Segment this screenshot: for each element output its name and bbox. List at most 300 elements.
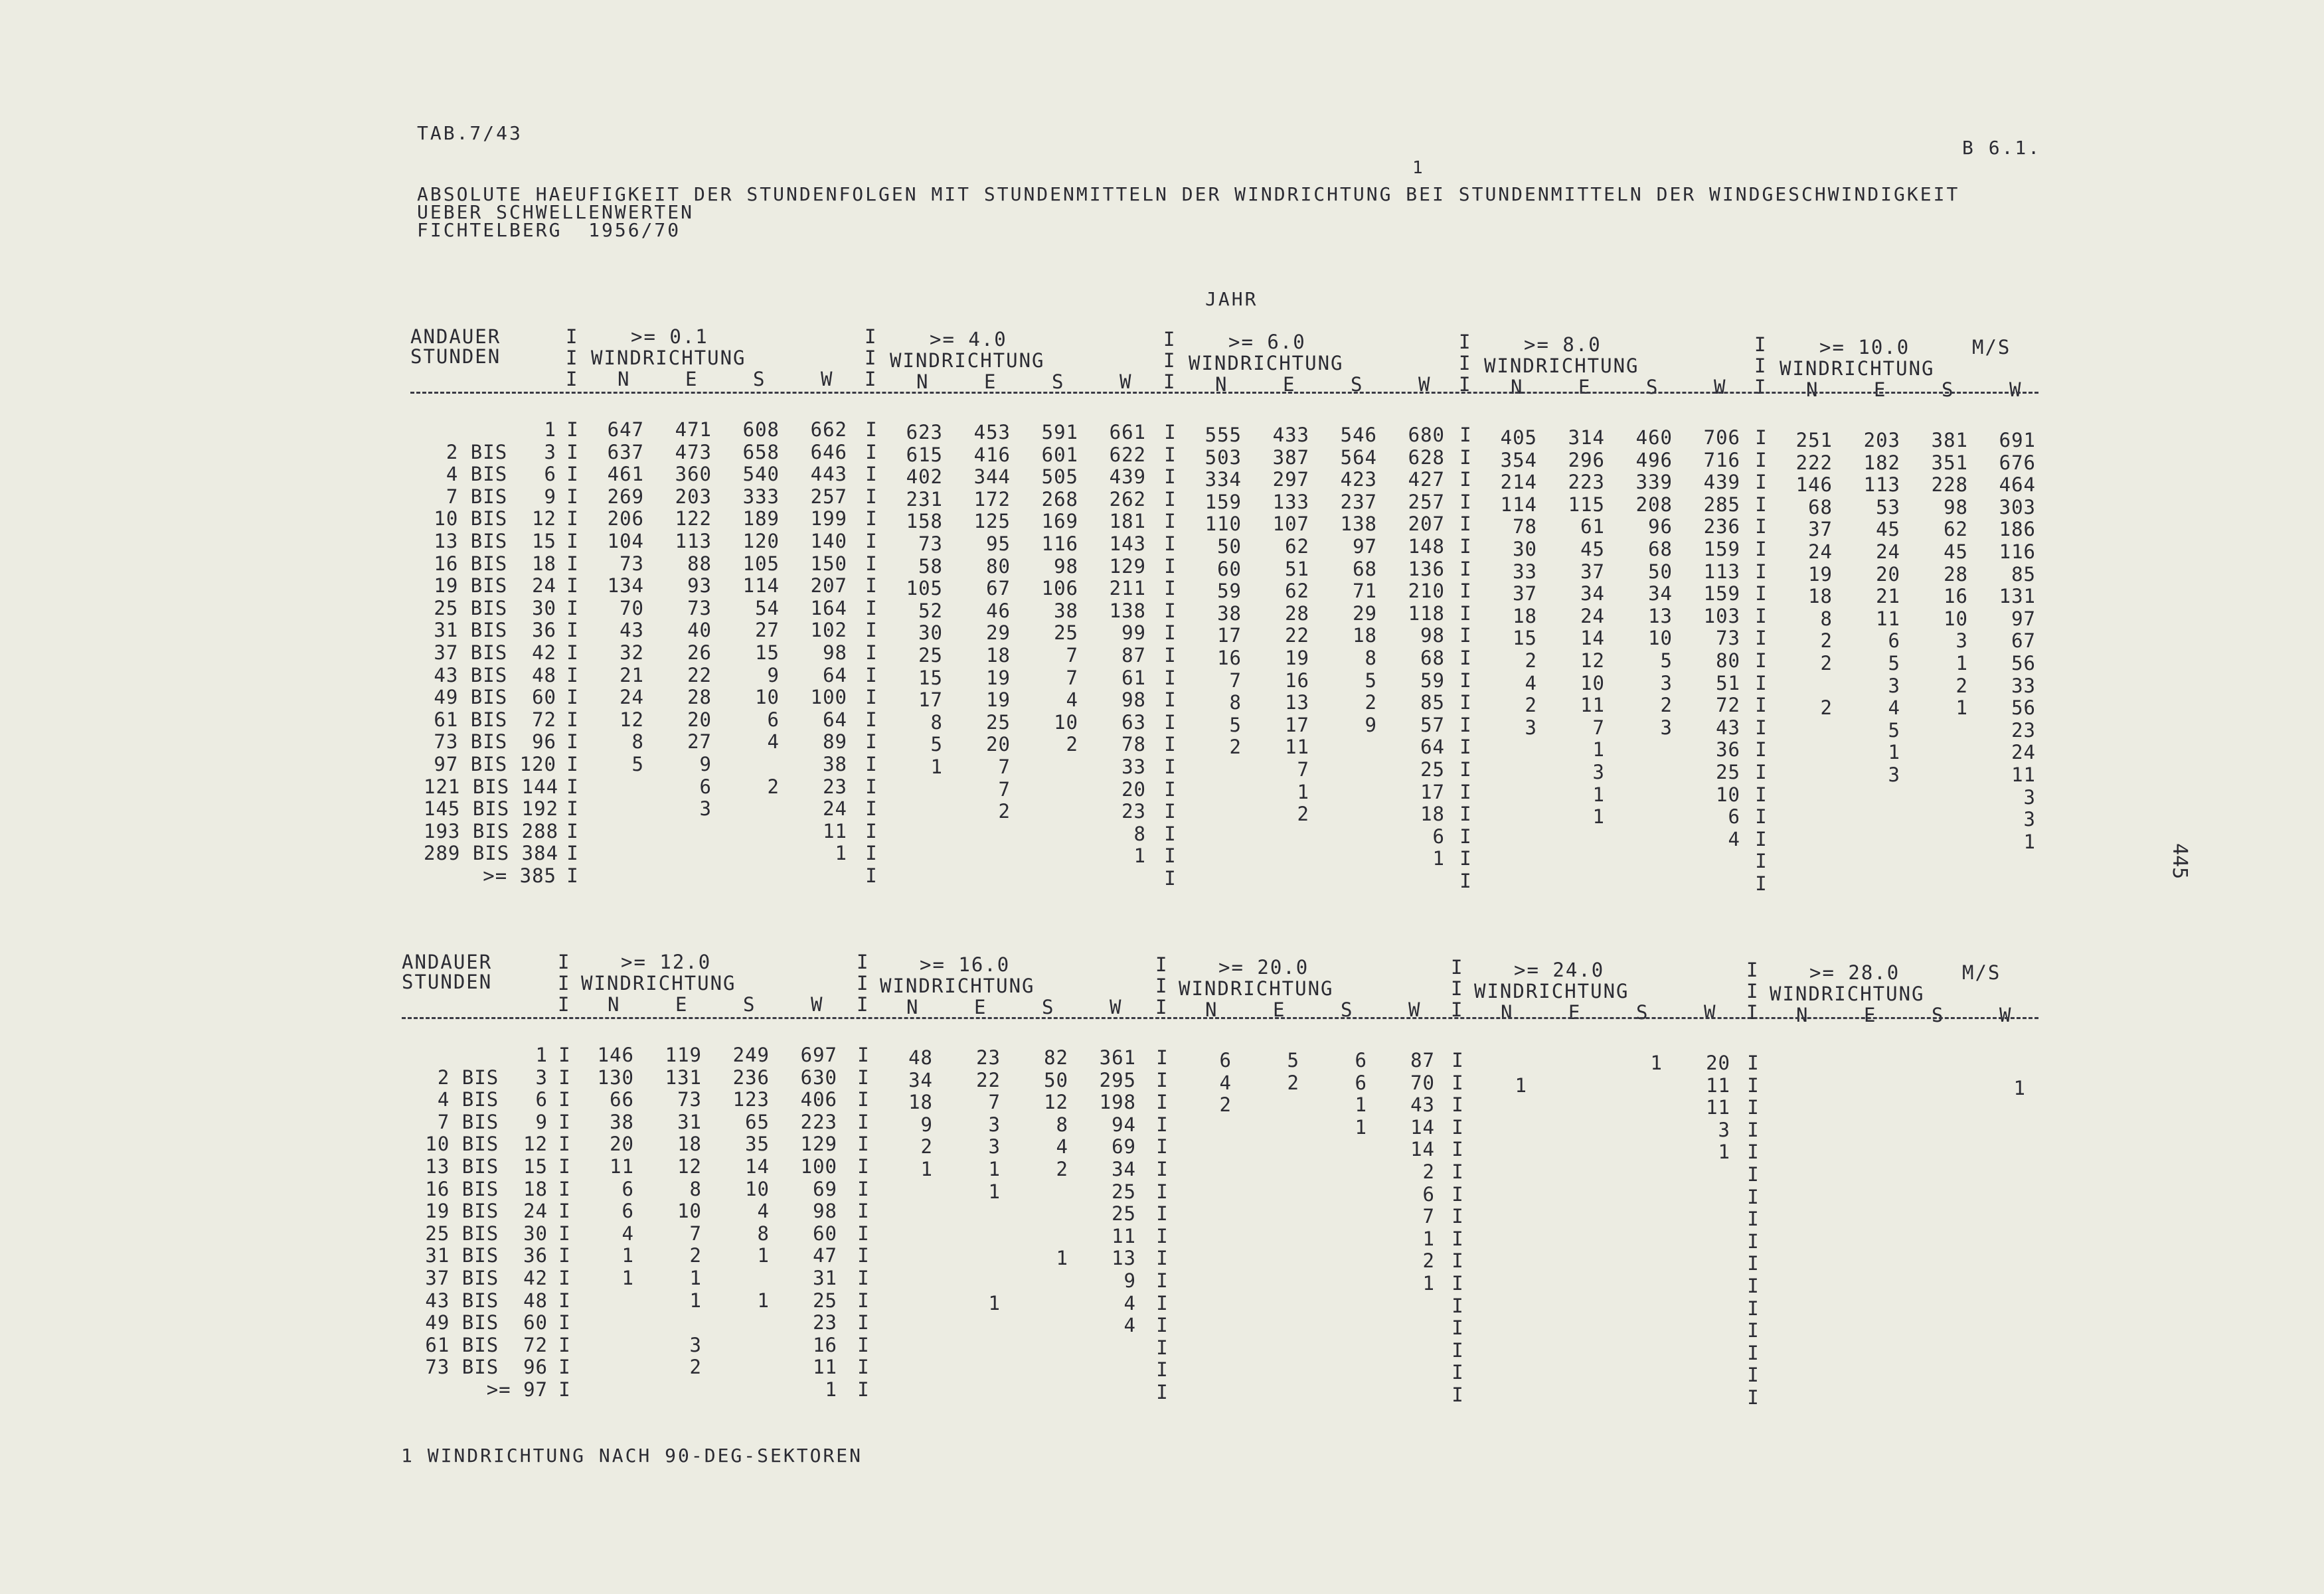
section-code: B 6.1. — [1962, 137, 2042, 159]
column-separator: I — [1755, 560, 1767, 583]
column-separator: I — [566, 864, 578, 887]
table-cell: 159 — [1703, 538, 1740, 560]
direction-label-w: W — [1999, 1004, 2013, 1026]
column-separator: I — [865, 596, 877, 619]
table-cell: 11 — [1112, 1224, 1136, 1247]
table-cell: 114 — [742, 574, 780, 598]
direction-label-e: E — [1864, 1004, 1877, 1026]
table-cell: 7 — [1229, 669, 1242, 692]
duration-label: 7 BIS 9 — [446, 485, 556, 508]
column-separator: I — [558, 1222, 570, 1245]
table-cell: 72 — [1716, 694, 1740, 717]
duration-label: 61 BIS 72 — [425, 1333, 548, 1356]
table-cell: 2 — [1219, 1093, 1232, 1117]
column-separator: I — [1754, 333, 1766, 356]
table-cell: 23 — [1121, 800, 1146, 823]
table-cell: 67 — [2011, 629, 2036, 653]
column-separator: I — [1452, 1093, 1463, 1117]
table-cell: 70 — [620, 596, 644, 619]
table-cell: 3 — [1888, 763, 1900, 786]
table-cell: 9 — [1365, 713, 1377, 736]
column-separator: I — [1164, 777, 1176, 801]
table-cell: 16 — [813, 1333, 837, 1356]
table-cell: 85 — [2011, 562, 2036, 586]
wind-direction-header: WINDRICHTUNG — [1474, 980, 1629, 1002]
table-cell: 3 — [1660, 671, 1673, 694]
duration-label: 25 BIS 30 — [434, 596, 556, 619]
column-separator: I — [1747, 1386, 1759, 1409]
table-cell: 27 — [755, 619, 780, 642]
table-cell: 10 — [1648, 627, 1673, 650]
column-separator: I — [1163, 349, 1175, 372]
table-cell: 94 — [1112, 1113, 1136, 1136]
table-cell: 45 — [1876, 518, 1900, 541]
table-cell: 12 — [1580, 649, 1605, 672]
table-cell: 30 — [918, 621, 943, 645]
table-cell: 6 — [1728, 805, 1740, 829]
duration-label: 121 BIS 144 — [424, 775, 559, 798]
table-cell: 22 — [1285, 624, 1309, 647]
threshold-header: >= 12.0 — [621, 951, 712, 973]
duration-label: 37 BIS 42 — [425, 1267, 548, 1289]
table-cell: 1 — [757, 1244, 770, 1267]
table-cell: 18 — [1808, 585, 1833, 608]
column-separator: I — [566, 440, 578, 463]
table-cell: 68 — [1420, 647, 1445, 669]
column-separator: I — [566, 753, 578, 775]
table-cell: 23 — [976, 1046, 1001, 1069]
table-cell: 439 — [1703, 471, 1740, 494]
table-cell: 402 — [906, 465, 943, 489]
column-separator: I — [1459, 513, 1471, 536]
column-separator: I — [1164, 800, 1176, 823]
column-separator: I — [1164, 666, 1176, 689]
column-separator: I — [1755, 850, 1767, 873]
table-cell: 34 — [908, 1068, 933, 1091]
duration-label: 31 BIS 36 — [434, 619, 556, 642]
table-cell: 107 — [1272, 513, 1309, 536]
table-cell: 146 — [597, 1044, 634, 1066]
table-cell: 223 — [1568, 471, 1605, 494]
table-cell: 37 — [1808, 518, 1833, 541]
table-cell: 1 — [988, 1180, 1001, 1203]
table-cell: 691 — [1999, 429, 2036, 451]
table-cell: 3 — [988, 1135, 1001, 1158]
table-cell: 5 — [1888, 652, 1900, 675]
duration-header-2: STUNDEN — [410, 345, 501, 368]
wind-direction-header: WINDRICHTUNG — [1770, 983, 1925, 1005]
table-cell: 131 — [665, 1066, 702, 1089]
table-cell: 7 — [1592, 716, 1605, 739]
table-cell: 24 — [1808, 540, 1833, 563]
column-separator: I — [566, 797, 578, 821]
column-separator: I — [857, 1066, 869, 1089]
table-cell: 471 — [675, 418, 712, 441]
table-cell: 555 — [1204, 424, 1242, 446]
duration-label: 10 BIS 12 — [434, 507, 556, 530]
threshold-header: >= 4.0 — [930, 328, 1007, 351]
column-separator: I — [1459, 445, 1471, 469]
column-separator: I — [865, 775, 877, 798]
column-separator: I — [857, 993, 869, 1016]
column-separator: I — [865, 753, 877, 775]
table-cell: 2 — [1955, 674, 1968, 697]
table-cell: 1 — [622, 1244, 634, 1267]
table-cell: 4 — [1056, 1135, 1068, 1158]
table-cell: 3 — [1660, 716, 1673, 739]
table-cell: 35 — [745, 1133, 770, 1156]
table-cell: 334 — [1204, 468, 1242, 491]
table-cell: 67 — [986, 577, 1011, 600]
column-separator: I — [857, 1356, 869, 1379]
column-separator: I — [857, 951, 869, 973]
table-cell: 19 — [1285, 647, 1309, 669]
table-cell: 439 — [1109, 465, 1146, 489]
direction-label-n: N — [916, 370, 930, 393]
column-separator: I — [865, 619, 877, 642]
column-separator: I — [1755, 538, 1767, 560]
table-cell: 45 — [1580, 538, 1605, 560]
column-separator: I — [1164, 867, 1176, 890]
table-cell: 37 — [1580, 560, 1605, 583]
column-separator: I — [566, 574, 578, 598]
column-separator: I — [558, 1333, 570, 1356]
table-cell: 416 — [973, 443, 1011, 466]
column-separator: I — [1156, 1381, 1168, 1403]
table-cell: 5 — [1287, 1049, 1299, 1072]
duration-label: 10 BIS 12 — [425, 1133, 548, 1156]
table-cell: 18 — [1353, 624, 1377, 647]
table-cell: 427 — [1408, 468, 1445, 491]
table-cell: 87 — [1121, 644, 1146, 667]
table-cell: 2 — [1525, 649, 1537, 672]
column-separator: I — [566, 708, 578, 731]
table-cell: 628 — [1408, 445, 1445, 469]
column-separator: I — [865, 530, 877, 552]
table-cell: 33 — [2011, 674, 2036, 697]
direction-label-s: S — [1052, 370, 1065, 393]
table-cell: 11 — [1580, 694, 1605, 717]
threshold-header: >= 24.0 — [1514, 959, 1605, 981]
column-separator: I — [566, 325, 578, 348]
table-cell: 13 — [1285, 691, 1309, 714]
table-cell: 473 — [675, 440, 712, 463]
column-separator: I — [1164, 733, 1176, 756]
duration-label: 2 BIS 3 — [437, 1066, 548, 1089]
duration-label: 193 BIS 288 — [424, 819, 559, 842]
column-separator: I — [1459, 758, 1471, 781]
table-cell: 133 — [1272, 490, 1309, 513]
table-cell: 1 — [622, 1267, 634, 1289]
table-cell: 24 — [1580, 604, 1605, 627]
table-cell: 68 — [1353, 557, 1377, 580]
table-cell: 93 — [687, 574, 712, 598]
column-separator: I — [1459, 424, 1471, 446]
table-cell: 88 — [687, 552, 712, 575]
table-cell: 56 — [2011, 696, 2036, 720]
table-cell: 203 — [675, 485, 712, 508]
table-cell: 3 — [2023, 808, 2036, 831]
column-separator: I — [566, 530, 578, 552]
table-cell: 1 — [988, 1291, 1001, 1315]
column-separator: I — [1755, 738, 1767, 761]
column-separator: I — [1452, 1182, 1463, 1206]
table-cell: 1 — [1422, 1272, 1435, 1295]
table-cell: 339 — [1635, 471, 1673, 494]
table-cell: 4 — [1123, 1291, 1136, 1315]
wind-direction-header: WINDRICHTUNG — [581, 972, 736, 995]
table-cell: 351 — [1931, 451, 1968, 474]
table-cell: 159 — [1703, 582, 1740, 605]
duration-label: 16 BIS 18 — [434, 552, 556, 575]
table-cell: 21 — [1876, 585, 1900, 608]
column-separator: I — [566, 463, 578, 486]
table-cell: 58 — [918, 554, 943, 578]
column-separator: I — [1755, 426, 1767, 449]
table-cell: 5 — [1229, 713, 1242, 736]
table-cell: 14 — [1410, 1138, 1435, 1161]
table-cell: 18 — [1513, 604, 1537, 627]
column-separator: I — [558, 1155, 570, 1178]
table-cell: 1 — [1592, 805, 1605, 829]
table-cell: 129 — [1109, 554, 1146, 578]
column-separator: I — [865, 864, 877, 887]
table-cell: 38 — [1217, 601, 1242, 625]
column-separator: I — [1747, 1319, 1759, 1342]
table-cell: 110 — [1204, 513, 1242, 536]
column-separator: I — [1747, 1052, 1759, 1074]
table-cell: 186 — [1999, 518, 2036, 541]
table-cell: 43 — [1716, 716, 1740, 739]
table-cell: 29 — [986, 621, 1011, 645]
table-cell: 249 — [732, 1044, 770, 1066]
table-cell: 60 — [1217, 557, 1242, 580]
table-cell: 4 — [1728, 827, 1740, 850]
direction-label-s: S — [1646, 376, 1659, 398]
column-separator: I — [1755, 827, 1767, 850]
column-separator: I — [1747, 1230, 1759, 1253]
direction-label-s: S — [1351, 373, 1364, 396]
table-cell: 59 — [1217, 580, 1242, 603]
table-cell: 50 — [1217, 535, 1242, 558]
duration-label: 37 BIS 42 — [434, 641, 556, 664]
table-cell: 381 — [1931, 429, 1968, 451]
table-cell: 231 — [906, 487, 943, 511]
table-cell: 354 — [1500, 448, 1537, 471]
column-separator: I — [1156, 1046, 1168, 1069]
table-cell: 2 — [689, 1356, 702, 1379]
column-separator: I — [558, 972, 570, 995]
footnote: 1 WINDRICHTUNG NACH 90-DEG-SEKTOREN — [401, 1445, 863, 1467]
table-cell: 8 — [1365, 647, 1377, 669]
table-cell: 10 — [1054, 710, 1078, 734]
page-number: 445 — [2168, 843, 2191, 880]
table-cell: 6 — [767, 708, 780, 731]
table-cell: 28 — [687, 686, 712, 709]
table-cell: 45 — [1944, 540, 1968, 563]
table-cell: 10 — [1944, 607, 1968, 630]
table-cell: 24 — [1876, 540, 1900, 563]
table-cell: 658 — [742, 440, 780, 463]
table-cell: 5 — [1365, 669, 1377, 692]
duration-label: 16 BIS 18 — [425, 1177, 548, 1200]
table-cell: 7 — [988, 1091, 1001, 1114]
column-separator: I — [1452, 1205, 1463, 1228]
table-cell: 251 — [1795, 429, 1833, 451]
direction-label-e: E — [685, 368, 699, 390]
column-separator: I — [1459, 780, 1471, 803]
direction-label-w: W — [2009, 378, 2023, 401]
column-separator: I — [1747, 1118, 1759, 1141]
column-separator: I — [566, 418, 578, 441]
table-cell: 661 — [1109, 421, 1146, 443]
table-cell: 40 — [687, 619, 712, 642]
table-cell: 25 — [813, 1289, 837, 1312]
table-cell: 14 — [1410, 1115, 1435, 1139]
table-cell: 9 — [920, 1113, 933, 1136]
column-separator: I — [558, 1088, 570, 1111]
table-cell: 27 — [687, 730, 712, 754]
table-cell: 105 — [906, 577, 943, 600]
table-cell: 14 — [745, 1155, 770, 1178]
column-separator: I — [1459, 669, 1471, 692]
table-cell: 2 — [1056, 1158, 1068, 1180]
column-separator: I — [865, 686, 877, 709]
column-separator: I — [566, 485, 578, 508]
table-cell: 62 — [1944, 518, 1968, 541]
column-separator: I — [865, 842, 877, 865]
table-cell: 387 — [1272, 445, 1309, 469]
column-separator: I — [857, 1244, 869, 1267]
column-separator: I — [1747, 1185, 1759, 1208]
column-separator: I — [1754, 376, 1766, 398]
table-cell: 33 — [1513, 560, 1537, 583]
table-cell: 2 — [1820, 652, 1833, 675]
column-separator: I — [857, 1088, 869, 1111]
direction-label-w: W — [1408, 998, 1422, 1021]
column-separator: I — [1459, 647, 1471, 669]
column-separator: I — [566, 842, 578, 865]
table-cell: 676 — [1999, 451, 2036, 474]
table-cell: 4 — [1525, 671, 1537, 694]
table-cell: 114 — [1500, 493, 1537, 516]
table-cell: 1 — [2023, 830, 2036, 853]
table-cell: 113 — [1863, 473, 1900, 497]
table-cell: 11 — [813, 1356, 837, 1379]
table-cell: 206 — [607, 507, 644, 530]
table-cell: 31 — [813, 1267, 837, 1289]
threshold-header: >= 10.0 — [1819, 336, 1910, 359]
table-cell: 303 — [1999, 495, 2036, 518]
table-cell: 361 — [1099, 1046, 1136, 1069]
table-cell: 285 — [1703, 493, 1740, 516]
table-cell: 13 — [1648, 604, 1673, 627]
table-cell: 1 — [1355, 1115, 1367, 1139]
direction-label-n: N — [1215, 373, 1228, 396]
table-cell: 158 — [906, 510, 943, 533]
column-separator: I — [1459, 557, 1471, 580]
table-cell: 73 — [918, 532, 943, 555]
column-separator: I — [558, 1133, 570, 1156]
table-cell: 73 — [620, 552, 644, 575]
table-cell: 25 — [1054, 621, 1078, 645]
column-separator: I — [1452, 1049, 1463, 1072]
column-separator: I — [1451, 998, 1463, 1021]
table-cell: 1 — [1422, 1227, 1435, 1250]
table-cell: 46 — [986, 599, 1011, 622]
table-cell: 3 — [2023, 785, 2036, 809]
table-cell: 54 — [755, 596, 780, 619]
duration-label: 289 BIS 384 — [424, 842, 559, 865]
direction-label-s: S — [1636, 1001, 1649, 1024]
column-separator: I — [1156, 1068, 1168, 1091]
table-cell: 7 — [1422, 1205, 1435, 1228]
direction-label-s: S — [1932, 1004, 1945, 1026]
table-cell: 119 — [665, 1044, 702, 1066]
column-separator: I — [1755, 716, 1767, 739]
column-separator: I — [1755, 649, 1767, 672]
column-separator: I — [1459, 736, 1471, 759]
table-cell: 443 — [810, 463, 847, 486]
table-cell: 20 — [1876, 562, 1900, 586]
table-cell: 12 — [677, 1155, 702, 1178]
column-separator: I — [558, 1289, 570, 1312]
table-cell: 64 — [823, 663, 847, 686]
table-cell: 24 — [620, 686, 644, 709]
column-separator: I — [857, 1044, 869, 1066]
table-cell: 7 — [689, 1222, 702, 1245]
table-cell: 406 — [800, 1088, 837, 1111]
table-cell: 80 — [1716, 649, 1740, 672]
table-cell: 28 — [1285, 601, 1309, 625]
column-separator: I — [857, 1222, 869, 1245]
table-cell: 182 — [1863, 451, 1900, 474]
direction-label-w: W — [811, 993, 824, 1016]
threshold-header: >= 28.0 — [1809, 961, 1900, 984]
column-separator: I — [1156, 1247, 1168, 1270]
table-cell: 1 — [1955, 652, 1968, 675]
duration-label: 13 BIS 15 — [425, 1155, 548, 1178]
table-cell: 706 — [1703, 426, 1740, 449]
table-cell: 1 — [1355, 1093, 1367, 1117]
table-cell: 17 — [1285, 713, 1309, 736]
table-cell: 22 — [976, 1068, 1001, 1091]
table-cell: 453 — [973, 421, 1011, 443]
column-separator: I — [857, 1311, 869, 1334]
column-separator: I — [1747, 1163, 1759, 1186]
table-cell: 70 — [1410, 1071, 1435, 1094]
column-separator: I — [566, 730, 578, 754]
direction-label-e: E — [675, 993, 689, 1016]
column-separator: I — [1747, 1141, 1759, 1164]
column-separator: I — [1452, 1115, 1463, 1139]
column-separator: I — [1164, 487, 1176, 511]
table-cell: 98 — [813, 1200, 837, 1223]
column-separator: I — [1163, 370, 1175, 393]
duration-label: 25 BIS 30 — [425, 1222, 548, 1245]
column-separator: I — [1459, 624, 1471, 647]
column-separator: I — [857, 1378, 869, 1401]
table-cell: 10 — [745, 1177, 770, 1200]
table-cell: 34 — [1580, 582, 1605, 605]
duration-label: >= 97 — [486, 1378, 548, 1401]
table-cell: 73 — [687, 596, 712, 619]
table-cell: 25 — [986, 710, 1011, 734]
column-separator: I — [558, 993, 570, 1016]
column-separator: I — [1156, 1336, 1168, 1359]
table-cell: 2 — [1365, 691, 1377, 714]
table-cell: 9 — [767, 663, 780, 686]
